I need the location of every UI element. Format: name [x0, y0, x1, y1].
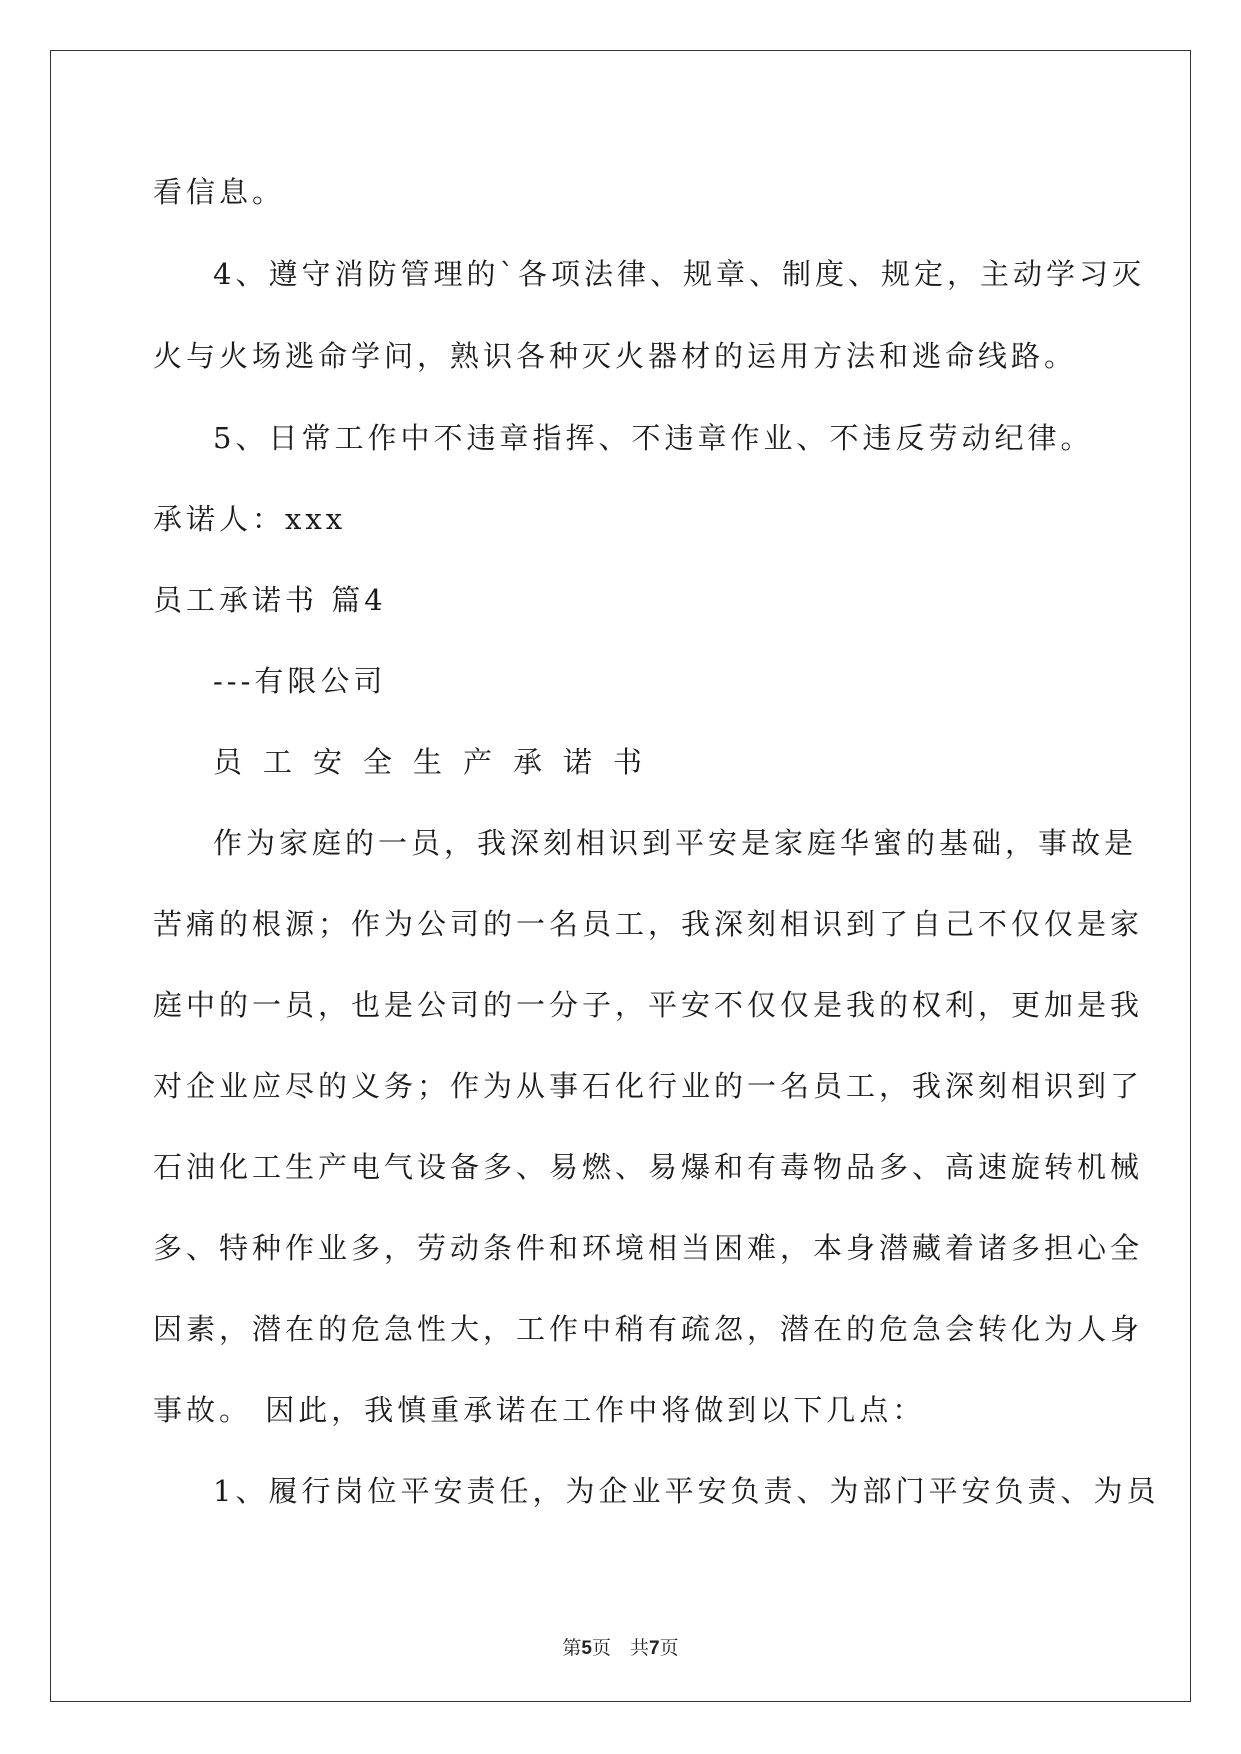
text-line-15: 因素，潜在的危急性大，工作中稍有疏忽，潜在的危急会转化为人身	[153, 1312, 1144, 1346]
signer-line: 承诺人：xxx	[153, 502, 347, 536]
total-page-number: 7	[649, 1638, 660, 1659]
text-line-9: 作为家庭的一员，我深刻相识到平安是家庭华蜜的基础，事故是	[213, 826, 1138, 860]
text-line-2: 4、遵守消防管理的`各项法律、规章、制度、规定，主动学习灭	[213, 257, 1145, 291]
text-line-14: 多、特种作业多，劳动条件和环境相当困难，本身潜藏着诸多担心全	[153, 1231, 1144, 1265]
text-line-17: 1、履行岗位平安责任，为企业平安负责、为部门平安负责、为员	[213, 1474, 1160, 1508]
text-line-3: 火与火场逃命学问，熟识各种灭火器材的运用方法和逃命线路。	[153, 339, 1078, 373]
text-line-4: 5、日常工作中不违章指挥、不违章作业、不违反劳动纪律。	[213, 421, 1094, 455]
page-suffix: 页	[659, 1637, 679, 1659]
page-mid: 页 共	[591, 1637, 649, 1659]
text-line-11: 庭中的一员，也是公司的一分子，平安不仅仅是我的权利，更加是我	[153, 988, 1144, 1022]
page-number-footer	[0, 1636, 1241, 1661]
text-line-10: 苦痛的根源；作为公司的一名员工，我深刻相识到了自己不仅仅是家	[153, 907, 1144, 941]
text-line-12: 对企业应尽的义务；作为从事石化行业的一名员工，我深刻相识到了	[153, 1069, 1144, 1103]
page-border	[50, 50, 1191, 1702]
text-line-13: 石油化工生产电气设备多、易燃、易爆和有毒物品多、高速旋转机械	[153, 1150, 1144, 1184]
document-title: 员工安全生产承诺书	[213, 745, 664, 779]
section-heading: 员工承诺书 篇4	[153, 583, 387, 617]
text-line-1: 看信息。	[153, 175, 286, 209]
page-prefix: 第	[562, 1637, 582, 1659]
text-line-16: 事故。 因此，我慎重承诺在工作中将做到以下几点：	[153, 1393, 926, 1427]
current-page-number: 5	[581, 1638, 592, 1659]
company-name: ---有限公司	[213, 664, 387, 698]
